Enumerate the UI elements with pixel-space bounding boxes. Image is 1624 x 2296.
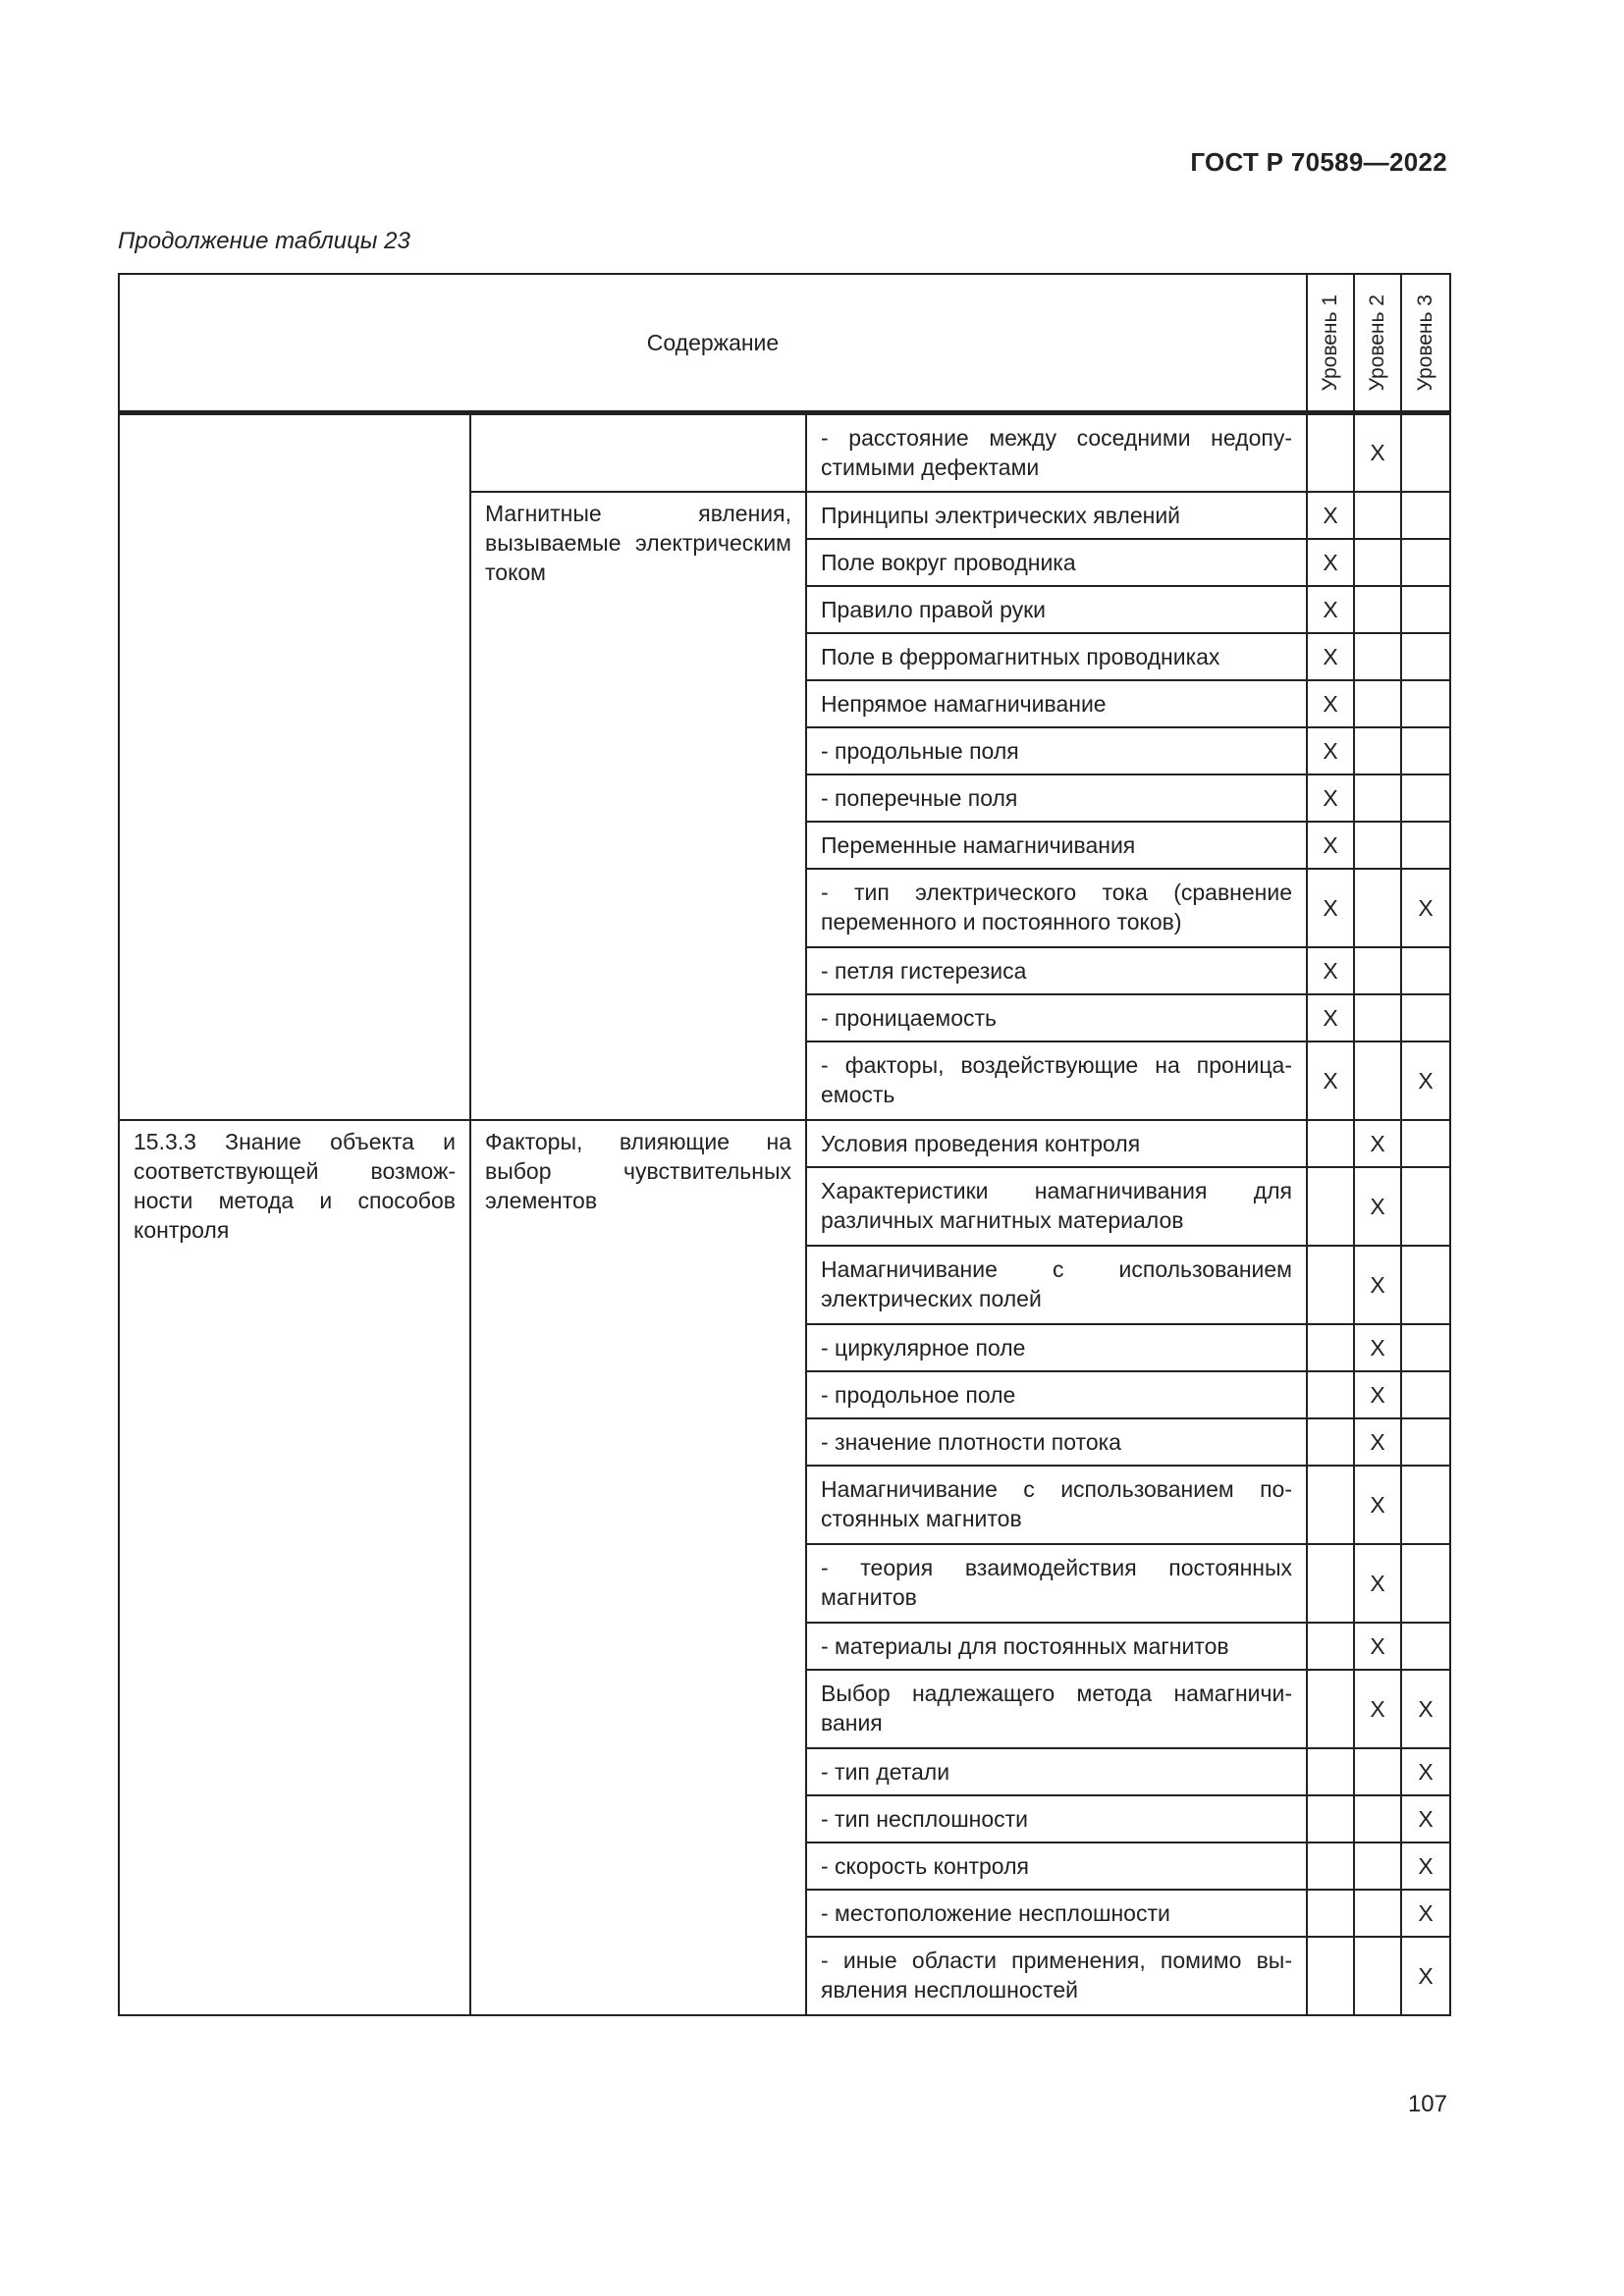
level-3-mark: X <box>1401 1041 1450 1120</box>
item-text: - местоположение несплошности <box>806 1890 1307 1937</box>
level-2-mark: X <box>1354 1120 1401 1167</box>
level-3-mark <box>1401 680 1450 727</box>
level-3-mark <box>1401 1544 1450 1623</box>
level-1-mark <box>1307 1371 1354 1418</box>
level-3-mark: X <box>1401 869 1450 947</box>
table-header-row <box>119 274 1450 413</box>
level-1-mark: X <box>1307 492 1354 539</box>
level-2-mark: X <box>1354 413 1401 492</box>
level-3-mark <box>1401 1246 1450 1324</box>
level-1-mark: X <box>1307 586 1354 633</box>
level-3-mark <box>1401 1371 1450 1418</box>
level-1-mark <box>1307 1670 1354 1748</box>
level-2-mark <box>1354 1041 1401 1120</box>
level-1-mark: X <box>1307 822 1354 869</box>
topic-cell: Факторы, влияющие на выбор чувствительных элементов <box>470 1120 806 2015</box>
level-2-mark <box>1354 1842 1401 1890</box>
level-3-mark <box>1401 633 1450 680</box>
item-text: - поперечные поля <box>806 774 1307 822</box>
table-row <box>119 413 1450 492</box>
item-text: - тип детали <box>806 1748 1307 1795</box>
level-1-mark <box>1307 1120 1354 1167</box>
level-3-mark: X <box>1401 1795 1450 1842</box>
level-3-mark <box>1401 492 1450 539</box>
item-text: - скорость контроля <box>806 1842 1307 1890</box>
topic-cell: Магнитные явления, вызываемые электрическим током <box>470 492 806 1120</box>
level-2-mark <box>1354 492 1401 539</box>
level-1-mark <box>1307 1842 1354 1890</box>
level-1-mark <box>1307 1890 1354 1937</box>
header-level-2: Уровень 2 <box>1354 274 1401 413</box>
level-1-mark: X <box>1307 947 1354 994</box>
level-3-mark <box>1401 1418 1450 1466</box>
level-2-mark <box>1354 680 1401 727</box>
level-2-mark: X <box>1354 1167 1401 1246</box>
table-body <box>119 413 1450 2015</box>
content-table <box>118 273 1451 2016</box>
level-1-mark <box>1307 1544 1354 1623</box>
level-3-mark: X <box>1401 1937 1450 2015</box>
level-1-mark <box>1307 1246 1354 1324</box>
level-3-mark <box>1401 1167 1450 1246</box>
item-text: - теория взаимодействия постоянных магнитов <box>806 1544 1307 1623</box>
level-3-mark: X <box>1401 1890 1450 1937</box>
level-1-mark: X <box>1307 680 1354 727</box>
topic-cell <box>470 413 806 492</box>
item-text: - продольное поле <box>806 1371 1307 1418</box>
level-3-mark <box>1401 774 1450 822</box>
level-2-mark <box>1354 1748 1401 1795</box>
item-text: Выбор надлежащего метода намагничи-вания <box>806 1670 1307 1748</box>
level-2-mark <box>1354 633 1401 680</box>
level-1-mark: X <box>1307 1041 1354 1120</box>
item-text: Условия проведения контроля <box>806 1120 1307 1167</box>
level-1-mark: X <box>1307 539 1354 586</box>
level-1-mark <box>1307 413 1354 492</box>
level-3-mark <box>1401 1466 1450 1544</box>
level-1-mark <box>1307 1748 1354 1795</box>
level-1-mark: X <box>1307 869 1354 947</box>
level-3-mark <box>1401 727 1450 774</box>
item-text: Поле вокруг проводника <box>806 539 1307 586</box>
item-text: - значение плотности потока <box>806 1418 1307 1466</box>
document-code: ГОСТ Р 70589—2022 <box>1190 147 1447 177</box>
item-text: - факторы, воздействующие на проница-емость <box>806 1041 1307 1120</box>
item-text: - тип несплошности <box>806 1795 1307 1842</box>
item-text: Характеристики намагничивания для различных магнитных материалов <box>806 1167 1307 1246</box>
level-2-mark <box>1354 727 1401 774</box>
level-2-mark <box>1354 586 1401 633</box>
level-2-mark: X <box>1354 1466 1401 1544</box>
section-cell <box>119 413 470 1120</box>
level-3-mark <box>1401 1623 1450 1670</box>
header-content: Содержание <box>119 274 1307 413</box>
level-1-mark <box>1307 1623 1354 1670</box>
item-text: Переменные намагничивания <box>806 822 1307 869</box>
table-caption: Продолжение таблицы 23 <box>118 228 410 254</box>
section-cell: 15.3.3 Знание объекта и соответствующей возмож-ности метода и способов контроля <box>119 1120 470 2015</box>
level-3-mark <box>1401 586 1450 633</box>
level-3-mark: X <box>1401 1670 1450 1748</box>
item-text: - иные области применения, помимо вы-явления несплошностей <box>806 1937 1307 2015</box>
item-text: - материалы для постоянных магнитов <box>806 1623 1307 1670</box>
level-3-mark <box>1401 539 1450 586</box>
level-3-mark <box>1401 822 1450 869</box>
level-3-mark: X <box>1401 1842 1450 1890</box>
level-3-mark <box>1401 413 1450 492</box>
level-2-mark: X <box>1354 1324 1401 1371</box>
item-text: - циркулярное поле <box>806 1324 1307 1371</box>
level-2-mark <box>1354 774 1401 822</box>
level-1-mark <box>1307 1466 1354 1544</box>
level-2-mark: X <box>1354 1544 1401 1623</box>
item-text: Правило правой руки <box>806 586 1307 633</box>
level-2-mark: X <box>1354 1418 1401 1466</box>
level-2-mark: X <box>1354 1623 1401 1670</box>
item-text: Принципы электрических явлений <box>806 492 1307 539</box>
item-text: - петля гистерезиса <box>806 947 1307 994</box>
level-2-mark <box>1354 1795 1401 1842</box>
level-2-mark: X <box>1354 1246 1401 1324</box>
level-2-mark <box>1354 947 1401 994</box>
level-1-mark: X <box>1307 727 1354 774</box>
level-1-mark <box>1307 1937 1354 2015</box>
item-text: Непрямое намагничивание <box>806 680 1307 727</box>
level-3-mark <box>1401 994 1450 1041</box>
level-2-mark <box>1354 539 1401 586</box>
level-2-mark <box>1354 1890 1401 1937</box>
table-row <box>119 1120 1450 1167</box>
level-1-mark <box>1307 1795 1354 1842</box>
item-text: - тип электрического тока (сравнение переменного и постоянного токов) <box>806 869 1307 947</box>
item-text: Намагничивание с использованием электрических полей <box>806 1246 1307 1324</box>
level-1-mark: X <box>1307 994 1354 1041</box>
level-2-mark <box>1354 869 1401 947</box>
page-number: 107 <box>1407 2091 1447 2117</box>
level-1-mark <box>1307 1167 1354 1246</box>
item-text: - расстояние между соседними недопу-стимыми дефектами <box>806 413 1307 492</box>
level-3-mark <box>1401 947 1450 994</box>
level-2-mark: X <box>1354 1371 1401 1418</box>
item-text: - продольные поля <box>806 727 1307 774</box>
level-1-mark: X <box>1307 774 1354 822</box>
level-1-mark: X <box>1307 633 1354 680</box>
level-1-mark <box>1307 1324 1354 1371</box>
item-text: Поле в ферромагнитных проводниках <box>806 633 1307 680</box>
header-level-1: Уровень 1 <box>1307 274 1354 413</box>
header-level-3: Уровень 3 <box>1401 274 1450 413</box>
item-text: - проницаемость <box>806 994 1307 1041</box>
level-2-mark <box>1354 994 1401 1041</box>
level-2-mark <box>1354 822 1401 869</box>
level-3-mark <box>1401 1324 1450 1371</box>
level-3-mark: X <box>1401 1748 1450 1795</box>
level-3-mark <box>1401 1120 1450 1167</box>
item-text: Намагничивание с использованием по-стоянных магнитов <box>806 1466 1307 1544</box>
level-2-mark: X <box>1354 1670 1401 1748</box>
level-1-mark <box>1307 1418 1354 1466</box>
level-2-mark <box>1354 1937 1401 2015</box>
